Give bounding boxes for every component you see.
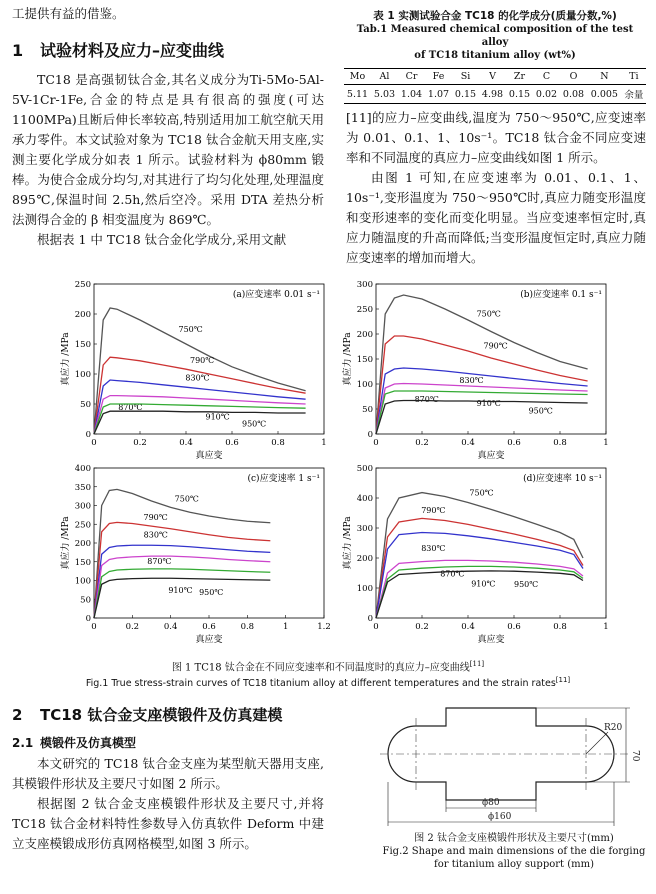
series-label-0: 750℃	[476, 309, 501, 319]
forging-outline	[388, 708, 614, 800]
paragraph-support-intro: 本文研究的 TC18 钛合金支座为某型航天器用支座,其模锻件形状及主要尺寸如图 2 所示。	[12, 756, 324, 791]
composition-value-6: 0.15	[506, 85, 533, 104]
composition-header-5: V	[479, 69, 506, 85]
series-label-5: 950℃	[242, 419, 267, 429]
x-tick-label-4: 0.8	[271, 438, 285, 448]
composition-header-8: O	[560, 69, 587, 85]
y-tick-label-1: 50	[362, 405, 373, 415]
figure-1-caption-en: Fig.1 True stress-strain curves of TC18 titanium alloy at different temperatures and the strain rates	[85, 678, 556, 690]
section-1-number: 1	[12, 41, 24, 60]
x-tick-label-0: 0	[373, 438, 379, 448]
radius-leader	[586, 732, 608, 754]
composition-value-4: 0.15	[452, 85, 479, 104]
series-line-5	[94, 578, 270, 618]
figure-2-drawing	[378, 700, 648, 828]
y-tick-label-7: 350	[74, 482, 91, 493]
x-tick-label-6: 1.2	[317, 622, 331, 632]
paragraph-reference-intro: 根据表 1 中 TC18 钛合金化学成分,采用文献	[37, 232, 287, 247]
y-axis-label: 真应力 /MPa	[343, 332, 353, 386]
series-line-5	[376, 571, 583, 618]
x-axis-label: 真应变	[195, 451, 223, 461]
table-1-title-cn: 表 1 实测试验合金 TC18 的化学成分(质量分数,%)	[373, 10, 617, 22]
y-tick-label-4: 200	[74, 539, 91, 549]
series-label-2: 830℃	[185, 373, 210, 383]
composition-value-10: 余量	[622, 85, 646, 104]
x-tick-label-2: 0.4	[179, 438, 193, 448]
left-column-body	[12, 70, 324, 250]
composition-value-5: 4.98	[479, 85, 506, 104]
composition-value-row	[344, 85, 646, 104]
x-tick-label-5: 1	[321, 438, 327, 448]
y-tick-label-4: 200	[356, 330, 373, 340]
x-tick-label-1: 0.2	[133, 438, 147, 448]
x-tick-label-5: 1	[282, 622, 289, 632]
series-label-3: 870℃	[440, 569, 465, 579]
table-1-title-en-1: Tab.1 Measured chemical composition of the test alloy	[356, 24, 634, 48]
series-line-1	[376, 336, 588, 434]
dim-w1-label: ϕ80	[482, 798, 500, 808]
y-axis-label: 真应力 /MPa	[61, 332, 71, 386]
series-line-2	[376, 533, 583, 619]
composition-value-8: 0.08	[560, 85, 587, 104]
chart-a	[58, 278, 348, 468]
figure-1-caption	[10, 658, 646, 690]
section-1-title: 试验材料及应力–应变曲线	[40, 41, 225, 60]
dim-radius-label: R20	[604, 723, 623, 733]
x-tick-label-2: 0.4	[461, 438, 475, 448]
x-tick-label-5: 1	[603, 622, 609, 632]
composition-header-7: C	[533, 69, 560, 85]
composition-header-row	[344, 69, 646, 85]
series-line-0	[94, 489, 270, 618]
dim-height-label: 70	[630, 750, 640, 762]
y-tick-label-6: 300	[356, 280, 373, 290]
top-fragment	[12, 4, 332, 24]
y-tick-label-2: 100	[74, 576, 91, 587]
x-tick-label-2: 0.4	[163, 622, 178, 632]
x-tick-label-1: 0.2	[125, 622, 140, 632]
section-2-heading	[12, 704, 282, 725]
series-label-0: 750℃	[178, 325, 203, 334]
y-tick-label-4: 400	[356, 494, 373, 504]
y-axis-label: 真应力 /MPa	[343, 516, 353, 570]
composition-value-3: 1.07	[425, 85, 452, 104]
section-2-number: 2	[12, 706, 23, 724]
series-label-2: 830℃	[421, 543, 446, 553]
x-tick-label-3: 0.6	[202, 622, 216, 632]
y-tick-label-1: 100	[356, 584, 373, 594]
series-label-3: 870℃	[147, 557, 172, 567]
x-tick-label-4: 0.8	[553, 438, 567, 448]
x-tick-label-2: 0.4	[461, 622, 475, 632]
x-tick-label-0: 0	[373, 622, 379, 632]
series-label-4: 910℃	[471, 579, 496, 589]
x-tick-label-3: 0.6	[225, 438, 239, 448]
composition-header-6: Zr	[506, 69, 533, 85]
plot-frame	[376, 284, 606, 434]
series-line-3	[94, 396, 306, 434]
x-tick-label-1: 0.2	[415, 622, 429, 632]
section-1-heading	[12, 38, 224, 61]
y-tick-label-1: 50	[80, 595, 91, 606]
y-tick-label-8: 400	[74, 464, 91, 474]
x-tick-label-0: 0	[91, 622, 97, 632]
x-tick-label-4: 0.8	[553, 622, 567, 632]
table-1	[344, 8, 646, 104]
y-tick-label-5: 250	[74, 520, 91, 531]
series-label-1: 790℃	[190, 356, 215, 366]
y-tick-label-5: 250	[356, 305, 373, 315]
series-label-4: 910℃	[476, 399, 501, 409]
figure-2-caption	[376, 832, 652, 871]
composition-header-1: Al	[371, 69, 398, 85]
x-tick-label-0: 0	[91, 438, 97, 448]
series-label-4: 910℃	[205, 412, 230, 422]
composition-header-4: Si	[452, 69, 479, 85]
y-tick-label-2: 100	[356, 380, 373, 390]
series-label-1: 790℃	[483, 341, 508, 351]
series-line-0	[376, 493, 583, 618]
series-line-5	[94, 411, 306, 434]
subsection-2-1-title: 模锻件及仿真模型	[40, 736, 137, 750]
figure-2-caption-en-1: Fig.2 Shape and main dimensions of the die forging	[382, 846, 646, 857]
composition-header-2: Cr	[398, 69, 425, 85]
chart-c	[58, 462, 348, 652]
x-tick-label-3: 0.6	[507, 622, 521, 632]
y-tick-label-1: 50	[80, 400, 91, 410]
chart-d	[340, 462, 630, 652]
x-tick-label-5: 1	[603, 438, 609, 448]
chart-title: (c)应变速率 1 s⁻¹	[247, 474, 320, 484]
y-tick-label-0: 0	[85, 430, 91, 440]
y-tick-label-5: 250	[74, 280, 91, 290]
series-line-4	[376, 391, 588, 434]
chart-title: (a)应变速率 0.01 s⁻¹	[232, 290, 320, 300]
series-label-4: 910℃	[168, 586, 193, 596]
x-tick-label-3: 0.6	[507, 438, 521, 448]
figure-1-caption-en-ref: [11]	[555, 676, 571, 685]
paragraph-curves-intro: [11]的应力–应变曲线,温度为 750～950℃,应变速率为 0.01、0.1、1、10s⁻¹。TC18 钛合金不同应变速率和不同温度的真应力–应变曲线如图 1 所示。	[346, 110, 646, 165]
y-tick-label-6: 300	[74, 501, 91, 512]
composition-table	[344, 68, 646, 104]
composition-header-0: Mo	[344, 69, 371, 85]
y-tick-label-0: 0	[85, 614, 91, 624]
series-label-0: 750℃	[469, 488, 494, 498]
series-label-1: 790℃	[143, 513, 168, 523]
composition-header-9: N	[587, 69, 622, 85]
y-tick-label-2: 100	[74, 370, 91, 380]
series-label-5: 950℃	[528, 406, 553, 416]
figure-1-caption-cn-ref: [11]	[469, 660, 485, 668]
paragraph-material: TC18 是高强韧钛合金,其名义成分为Ti-5Mo-5Al-5V-1Cr-1Fe,合金的特点是具有很高的强度(可达 1100MPa)且断后伸长率较高,特别适用加工航空航天用承力零件。本文试验对象为 TC18 钛合金航天用支座,实测主要化学成分如表 1 所示。试验材料为 ϕ80mm 锻棒。为使合金成分均匀,对其进行了均匀化处理,处理温度 895℃,保温时间 2.5h,然后空冷。采用 DTA 差热分析法测得合金的 β 相变温度为 869℃。	[12, 72, 324, 227]
y-tick-label-3: 150	[356, 355, 373, 365]
series-label-2: 830℃	[143, 530, 168, 540]
series-label-3: 870℃	[118, 402, 143, 412]
composition-value-0: 5.11	[344, 85, 371, 104]
composition-header-10: Ti	[622, 69, 646, 85]
chart-b	[340, 278, 630, 468]
y-axis-label: 真应力 /MPa	[61, 516, 71, 570]
table-1-title-en-2: of TC18 titanium alloy (wt%)	[414, 50, 576, 61]
y-tick-label-2: 200	[356, 554, 373, 564]
section-2-title: TC18 钛合金支座模锻件及仿真建模	[40, 706, 283, 724]
composition-value-1: 5.03	[371, 85, 398, 104]
figure-2-caption-cn: 图 2 钛合金支座模锻件形状及主要尺寸(mm)	[414, 833, 614, 844]
chart-title: (d)应变速率 10 s⁻¹	[523, 474, 602, 484]
y-tick-label-0: 0	[367, 614, 373, 624]
y-tick-label-3: 300	[356, 524, 373, 534]
y-tick-label-3: 150	[74, 557, 91, 568]
series-label-5: 950℃	[199, 587, 224, 597]
composition-header-3: Fe	[425, 69, 452, 85]
x-axis-label: 真应变	[477, 451, 505, 461]
y-tick-label-0: 0	[367, 430, 373, 440]
x-tick-label-4: 0.8	[240, 622, 255, 632]
series-label-5: 950℃	[514, 580, 539, 590]
y-tick-label-4: 200	[74, 310, 91, 320]
subsection-2-1-number: 2.1	[12, 736, 34, 750]
series-label-0: 750℃	[174, 494, 199, 504]
x-axis-label: 真应变	[195, 635, 223, 645]
section-2-body	[12, 754, 324, 854]
x-tick-label-1: 0.2	[415, 438, 429, 448]
right-column-body	[346, 108, 646, 268]
y-tick-label-5: 500	[356, 464, 373, 474]
composition-value-9: 0.005	[587, 85, 622, 104]
composition-value-2: 1.04	[398, 85, 425, 104]
y-tick-label-3: 150	[74, 340, 91, 350]
top-fragment-text: 工提供有益的借鉴。	[12, 6, 125, 21]
figure-2-caption-en-2: for titanium alloy support (mm)	[434, 859, 594, 870]
dim-w2-label: ϕ160	[488, 812, 512, 822]
figure-1-caption-cn: 图 1 TC18 钛合金在不同应变速率和不同温度时的真应力–应变曲线	[171, 662, 470, 674]
x-axis-label: 真应变	[477, 635, 505, 645]
paragraph-curves-analysis: 由图 1 可知,在应变速率为 0.01、0.1、1、10s⁻¹,变形温度为 750～950℃时,真应力随变形温度和变形速率的变化而变化明显。当应变速率恒定时,真应力随温度的升高而降低;当变形温度恒定时,真应力随应变速率的增加而增大。	[346, 170, 646, 265]
series-label-3: 870℃	[414, 395, 439, 405]
chart-title: (b)应变速率 0.1 s⁻¹	[520, 290, 602, 300]
subsection-2-1-heading	[12, 734, 136, 751]
paragraph-simulation-model: 根据图 2 钛合金支座模锻件形状及主要尺寸,并将 TC18 钛合金材料特性参数导入仿真软件 Deform 中建立支座模锻成形仿真网格模型,如图 3 所示。	[12, 796, 324, 851]
series-label-1: 790℃	[421, 506, 446, 516]
series-label-2: 830℃	[459, 376, 484, 385]
composition-value-7: 0.02	[533, 85, 560, 104]
